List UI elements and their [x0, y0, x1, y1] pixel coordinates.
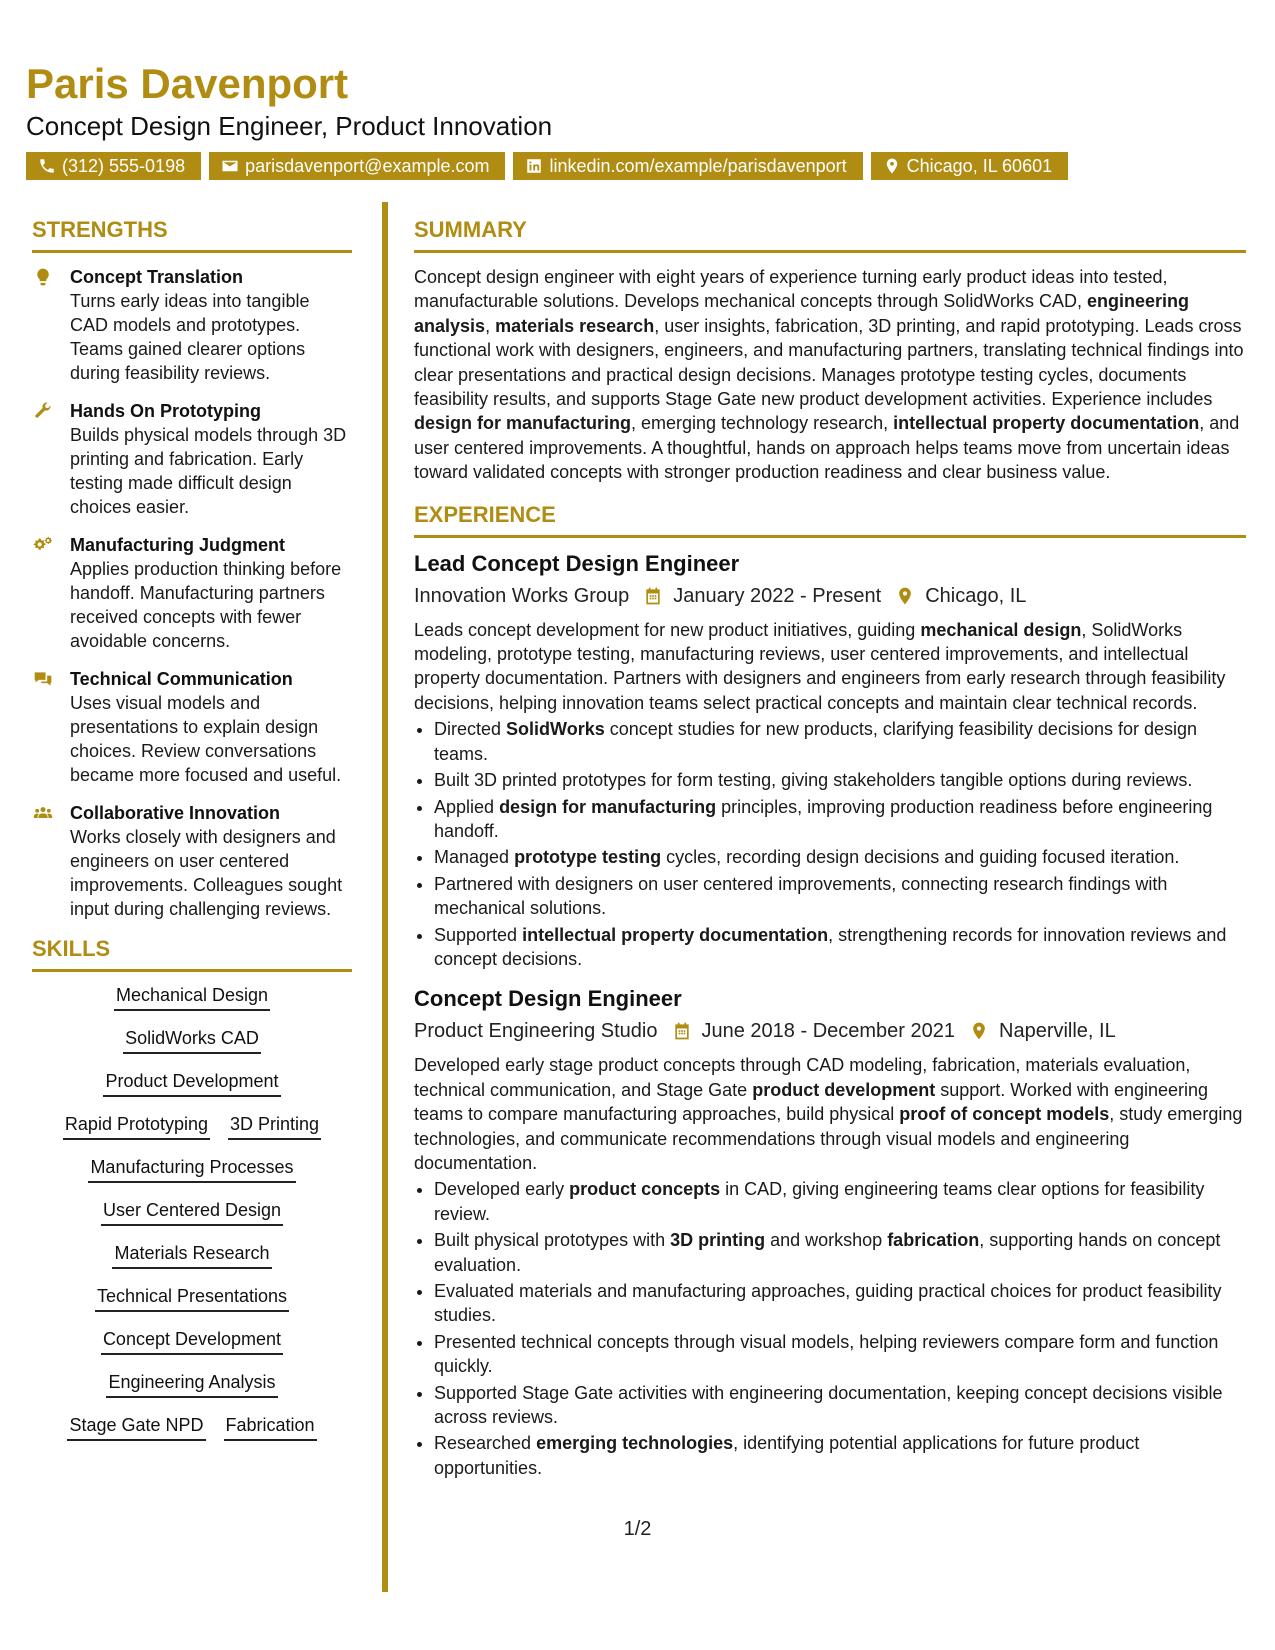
job-bullet — [434, 717, 1246, 766]
summary-bold: design for manufacturing — [414, 413, 632, 434]
contact-email[interactable] — [209, 152, 505, 180]
summary-bold: materials research — [495, 315, 655, 336]
job-bullet-text: cycles, recording design decisions and guiding focused iteration. — [661, 847, 1180, 868]
strength-item — [32, 801, 352, 921]
job-bullet-text: Presented technical concepts through visual models, helping reviewers compare form and function quickly. — [434, 1331, 1219, 1377]
job-location: Chicago, IL — [925, 584, 1027, 607]
linkedin-icon — [525, 157, 543, 175]
contact-location — [871, 152, 1068, 180]
job-description-text: Leads concept development for new product initiatives, guiding — [414, 619, 921, 640]
job-bullet — [434, 768, 1246, 792]
job-description — [414, 1053, 1246, 1175]
job-bullet-text: , strengthening records for innovation reviews and concept decisions. — [434, 924, 1227, 969]
left-column — [32, 216, 352, 1457]
job-bullet-bold: SolidWorks — [506, 719, 605, 740]
skill-row — [32, 1070, 352, 1097]
job-description-bold: mechanical design — [920, 619, 1082, 640]
contact-bar — [26, 152, 1249, 180]
job-bullet — [434, 845, 1246, 869]
strength-title: Manufacturing Judgment — [70, 535, 285, 555]
job-entry — [414, 550, 1246, 972]
job-bullet-text: Built 3D printed prototypes for form testing, giving stakeholders tangible options during reviews. — [434, 770, 1193, 791]
job-location: Naperville, IL — [999, 1020, 1116, 1043]
experience-heading: EXPERIENCE — [414, 501, 556, 527]
summary-bold: intellectual property documentation — [893, 413, 1200, 434]
calendar-icon — [643, 586, 663, 606]
summary-text: Concept design engineer with eight years of experience turning early product ideas into tested, manufacturable solutions. Develops mechanical concepts through SolidWorks CAD, — [414, 267, 1168, 312]
skill-row — [32, 1414, 352, 1441]
job-description-text: support. Worked with engineering teams to compare manufacturing approaches, build physical — [414, 1079, 1209, 1125]
job-bullet-text: and workshop — [765, 1230, 888, 1251]
job-bullet-bold: fabrication — [887, 1230, 980, 1251]
job-bullets — [414, 717, 1246, 971]
skill-tag: Stage Gate NPD — [67, 1414, 205, 1441]
job-bullet-bold: intellectual property documentation — [522, 924, 829, 945]
skill-row — [32, 1371, 352, 1398]
job-description-bold: proof of concept models — [899, 1104, 1110, 1125]
job-bullet — [434, 1431, 1246, 1480]
strength-text: Works closely with designers and engineers on user centered improvements. Colleagues sought input during challenging reviews. — [70, 827, 343, 919]
summary-heading: SUMMARY — [414, 217, 527, 242]
strength-text: Turns early ideas into tangible CAD models and prototypes. Teams gained clearer options during feasibility reviews. — [70, 291, 310, 383]
skill-tag: Mechanical Design — [114, 984, 270, 1011]
job-bullet — [434, 872, 1246, 921]
skill-tag: User Centered Design — [101, 1199, 283, 1226]
lightbulb-icon — [32, 267, 54, 287]
calendar-icon — [672, 1021, 692, 1041]
resume-header — [26, 60, 1249, 180]
strengths-heading: STRENGTHS — [32, 217, 168, 242]
strength-item — [32, 399, 352, 519]
map-pin-icon — [895, 586, 915, 606]
phone-icon — [38, 157, 56, 175]
job-bullet-bold: design for manufacturing — [499, 796, 717, 817]
skill-row — [32, 1199, 352, 1226]
skill-tag: 3D Printing — [228, 1113, 321, 1140]
job-bullet-text: principles, improving production readiness before engineering handoff. — [434, 796, 1213, 841]
skills-list — [32, 984, 352, 1441]
job-company: Innovation Works Group — [414, 584, 630, 607]
experience-list — [414, 550, 1246, 1481]
strength-item — [32, 265, 352, 385]
strength-title: Concept Translation — [70, 267, 244, 287]
job-bullet-text: Partnered with designers on user centered improvements, connecting research findings with mechanical solutions. — [434, 873, 1168, 919]
job-bullet-text: Applied — [434, 796, 500, 817]
job-bullet-bold: emerging technologies — [536, 1433, 734, 1454]
strength-title: Hands On Prototyping — [70, 401, 261, 421]
skill-tag: Materials Research — [112, 1242, 271, 1269]
job-bullets — [414, 1177, 1246, 1480]
page-number: 1/2 — [623, 1518, 652, 1540]
skill-tag: Concept Development — [101, 1328, 283, 1355]
job-bullet-text: Directed — [434, 719, 507, 740]
skill-row — [32, 1328, 352, 1355]
skill-tag: Fabrication — [224, 1414, 317, 1441]
contact-linkedin-text: linkedin.com/example/parisdavenport — [549, 156, 847, 176]
summary-text: , emerging technology research, — [631, 413, 894, 434]
strength-text: Builds physical models through 3D printing and fabrication. Early testing made difficult design choices easier. — [70, 425, 347, 517]
candidate-title: Concept Design Engineer, Product Innovation — [26, 111, 553, 141]
job-bullet-bold: 3D printing — [670, 1230, 766, 1251]
strength-item — [32, 533, 352, 653]
job-entry — [414, 985, 1246, 1480]
job-dates: January 2022 - Present — [673, 584, 882, 607]
map-pin-icon — [969, 1021, 989, 1041]
job-bullet-text: in CAD, giving engineering teams clear options for feasibility review. — [434, 1179, 1205, 1224]
job-bullet — [434, 1279, 1246, 1328]
job-bullet-text: concept studies for new products, clarifying feasibility decisions for design teams. — [434, 719, 1198, 764]
skills-heading: SKILLS — [32, 936, 111, 961]
contact-location-text: Chicago, IL 60601 — [906, 156, 1053, 176]
strength-text: Applies production thinking before handoff. Manufacturing partners received concepts with fewer avoidable concerns. — [70, 559, 342, 651]
skill-row — [32, 1113, 352, 1140]
job-description-text: , SolidWorks modeling, prototype testing, manufacturing reviews, user centered improvements, and intellectual property documentation. Partners with designers and engineers from early research through feasibility decisions, helping innovation teams select practical concepts and maintain clear technical records. — [414, 619, 1226, 713]
skill-row — [32, 984, 352, 1011]
skill-row — [32, 1285, 352, 1312]
section-rule — [414, 535, 1246, 538]
job-bullet — [434, 923, 1246, 972]
job-bullet — [434, 1330, 1246, 1379]
contact-email-text: parisdavenport@example.com — [245, 156, 490, 176]
contact-linkedin[interactable] — [513, 152, 862, 180]
job-description — [414, 618, 1246, 716]
section-rule — [32, 969, 352, 972]
skill-tag: Engineering Analysis — [106, 1371, 277, 1398]
strength-title: Collaborative Innovation — [70, 803, 281, 823]
skill-tag: Technical Presentations — [95, 1285, 289, 1312]
job-bullet — [434, 1381, 1246, 1430]
job-company: Product Engineering Studio — [414, 1020, 658, 1043]
job-bullet-text: Developed early — [434, 1179, 570, 1200]
strength-title: Technical Communication — [70, 669, 293, 689]
map-pin-icon — [883, 157, 901, 175]
column-divider — [382, 202, 388, 1592]
job-bullet-bold: product concepts — [569, 1179, 721, 1200]
job-bullet-text: Supported — [434, 924, 523, 945]
job-description-text: Developed early stage product concepts through CAD modeling, fabrication, materials evaluation, technical communication, and Stage Gate — [414, 1055, 1191, 1100]
job-bullet-text: , identifying potential applications for future product opportunities. — [434, 1433, 1140, 1478]
job-dates: June 2018 - December 2021 — [701, 1020, 955, 1043]
users-icon — [32, 803, 54, 823]
gears-icon — [32, 535, 54, 555]
right-column — [414, 216, 1246, 1494]
summary-text — [414, 265, 1246, 485]
skill-tag: SolidWorks CAD — [123, 1027, 261, 1054]
job-bullet-text: Supported Stage Gate activities with engineering documentation, keeping concept decisions visible across reviews. — [434, 1382, 1223, 1428]
job-description-bold: product development — [752, 1079, 936, 1100]
chat-bubbles-icon — [32, 669, 54, 689]
job-meta — [414, 582, 1246, 610]
section-rule — [32, 250, 352, 253]
job-bullet — [434, 1177, 1246, 1226]
job-meta — [414, 1017, 1246, 1045]
job-bullet-text: , supporting hands on concept evaluation. — [434, 1230, 1221, 1275]
wrench-icon — [32, 401, 54, 421]
job-bullet-bold: prototype testing — [514, 847, 662, 868]
skill-tag: Rapid Prototyping — [63, 1113, 210, 1140]
strength-text: Uses visual models and presentations to explain design choices. Review conversations became more focused and useful. — [70, 693, 342, 785]
job-bullet — [434, 795, 1246, 844]
job-title: Lead Concept Design Engineer — [414, 550, 740, 576]
contact-phone-text: (312) 555-0198 — [62, 156, 186, 176]
contact-phone[interactable] — [26, 152, 201, 180]
job-bullet-text: Managed — [434, 847, 515, 868]
job-bullet-text: Built physical prototypes with — [434, 1230, 671, 1251]
summary-text: , user insights, fabrication, 3D printing, and rapid prototyping. Leads cross functional work with designers, engineers, and manufacturing partners, translating technical findings into clear presentations and practical design decisions. Manages prototype testing cycles, documents feasibility results, and supports Stage Gate new product development activities. Experience includes — [414, 315, 1244, 410]
summary-bold: engineering analysis — [414, 291, 1190, 336]
skill-tag: Manufacturing Processes — [88, 1156, 295, 1183]
skill-row — [32, 1156, 352, 1183]
strength-item — [32, 667, 352, 787]
summary-text: , and user centered improvements. A thoughtful, hands on approach helps teams move from uncertain ideas toward validated concepts with stronger production readiness and clear business value. — [414, 413, 1240, 483]
job-bullet-text: Researched — [434, 1433, 537, 1454]
job-title: Concept Design Engineer — [414, 986, 682, 1012]
section-rule — [414, 250, 1246, 253]
skill-tag: Product Development — [103, 1070, 280, 1097]
job-bullet-text: Evaluated materials and manufacturing approaches, guiding practical choices for product feasibility studies. — [434, 1281, 1222, 1326]
skill-row — [32, 1242, 352, 1269]
job-bullet — [434, 1228, 1246, 1277]
summary-text: , — [485, 315, 496, 336]
candidate-name: Paris Davenport — [26, 60, 349, 107]
job-description-text: , study emerging technologies, and communicate recommendations through visual models and engineering documentation. — [414, 1104, 1243, 1173]
envelope-icon — [221, 157, 239, 175]
skill-row — [32, 1027, 352, 1054]
